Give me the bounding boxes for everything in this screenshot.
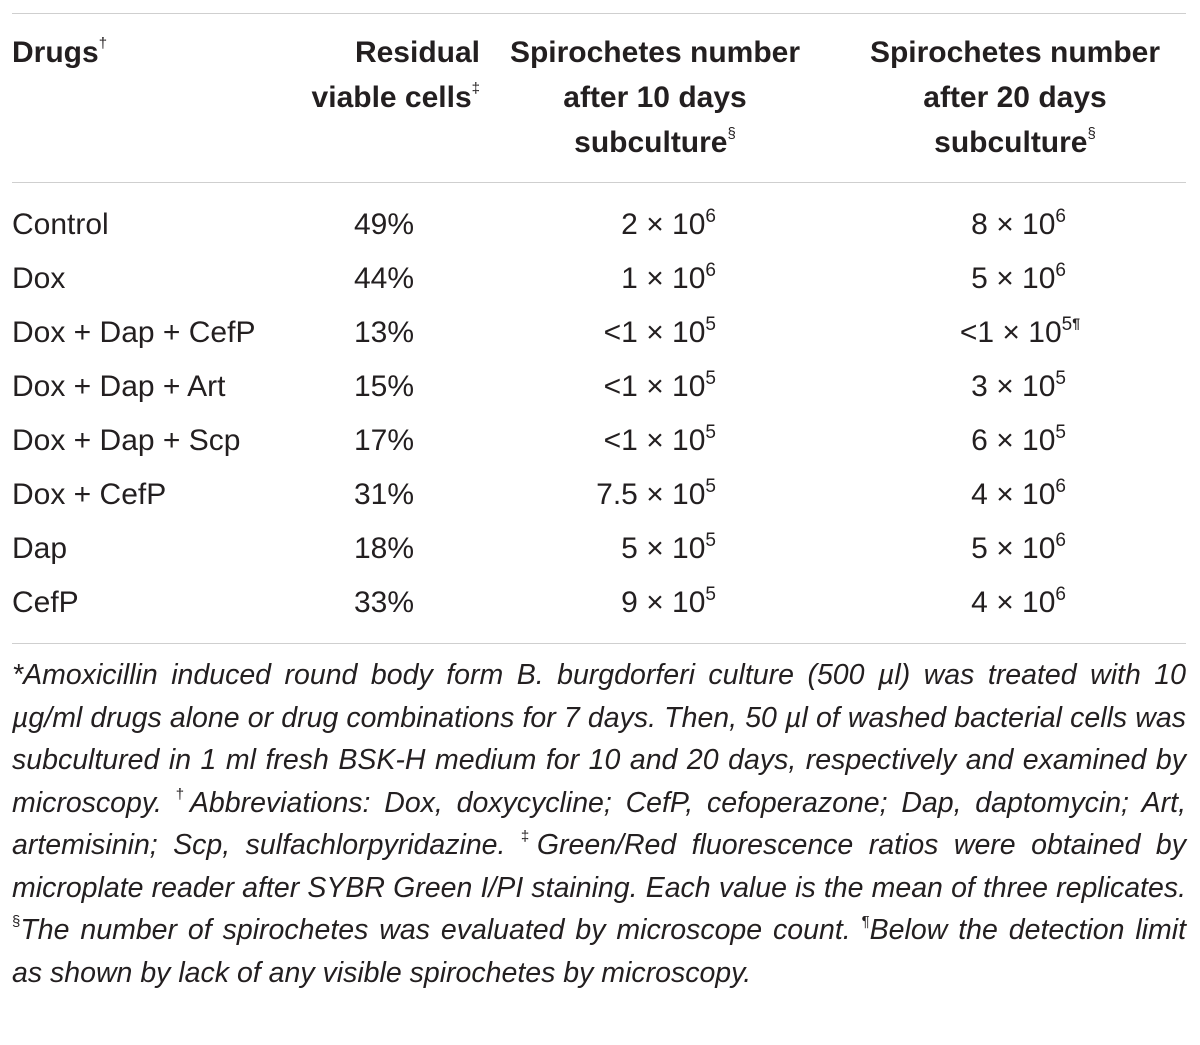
footnote-pilcrow-mark: ¶ [861,913,870,930]
cell-viable: 17% [353,424,414,457]
cell-sp10: $<1 \times 10^5$ [603,422,716,457]
header-sp20-line3: subculture [934,126,1088,159]
cell-viable: 13% [353,316,414,349]
header-spirochetes-20-days [840,30,1190,165]
header-sp20-line1: Spirochetes number [869,36,1161,69]
table-row [12,252,1186,306]
cell-sp20: $4 \times 10^6$ [971,584,1066,619]
cell-footnote-mark: ¶ [1072,315,1080,331]
cell-sp10: $<1 \times 10^5$ [603,314,716,349]
cell-viable: 49% [353,208,414,241]
header-viable-cells [280,30,480,120]
table-row [12,522,1186,576]
cell-sp10: $2 \times 10^6$ [621,206,716,241]
table-row [12,414,1186,468]
footnote-ddagger-text: Green/Red fluorescence ratios were obtained by microplate reader after SYBR Green I/PI staining. Each value is the mean of three replicates. [12,829,1187,904]
cell-sp20: $3 \times 10^5$ [971,368,1066,403]
header-viable-line2: viable cells [311,81,472,114]
footnote-star-mark: * [12,659,24,691]
cell-sp10: $5 \times 10^5$ [621,530,716,565]
cell-sp10: $9 \times 10^5$ [621,584,716,619]
table-footnotes [12,654,1186,994]
cell-drug: Dox + CefP [12,478,167,511]
header-sp10-footnote-mark: § [727,125,736,142]
cell-sp20: $5 \times 10^6$ [971,530,1066,565]
table-header-rule [12,182,1186,183]
table-bottom-rule [12,643,1186,644]
footnote-section-mark: § [12,913,21,930]
cell-drug: Dox [12,262,66,295]
header-drugs-footnote-mark: † [98,35,108,52]
header-sp10-line1: Spirochetes number [509,36,801,69]
cell-drug: Dox + Dap + CefP [12,316,256,349]
cell-sp10: $7.5 \times 10^5$ [596,476,716,511]
header-sp20-line2: after 20 days [923,81,1107,114]
header-sp20-footnote-mark: § [1087,125,1096,142]
cell-sp20: $5 \times 10^6$ [971,260,1066,295]
footnote-star-text: Amoxicillin induced round body form B. burgdorferi culture (500 µl) was treated with 10 µg/ml drugs alone or drug combinations for 7 days. Then, 50 µl of washed bacterial cells was subcultured in 1 ml fresh BSK-H medium for 10 and 20 days, respectively and examined by microscopy. [12,659,1186,819]
cell-drug: CefP [12,586,79,619]
cell-drug: Dox + Dap + Scp [12,424,241,457]
cell-drug: Dox + Dap + Art [12,370,226,403]
header-viable-line1: Residual [354,36,480,69]
header-spirochetes-10-days [490,30,820,165]
header-sp10-line2: after 10 days [563,81,747,114]
footnote-dagger-mark: † [175,785,190,803]
footnote-pilcrow-text: Below the detection limit as shown by lack of any visible spirochetes by microscopy. [12,914,1186,989]
footnote-dagger-text: Abbreviations: Dox, doxycycline; CefP, cefoperazone; Dap, daptomycin; Art, artemisinin; Scp, sulfachlorpyridazine. [12,786,1186,861]
table-row [12,468,1186,522]
footnote-section-text: The number of spirochetes was evaluated by microscope count. [20,914,851,946]
header-drugs-label: Drugs [12,36,99,69]
table-row [12,198,1186,252]
cell-sp20: $6 \times 10^5$ [971,422,1066,457]
cell-viable: 33% [353,586,414,619]
table-top-rule [12,13,1186,14]
cell-drug: Dap [12,532,68,565]
cell-viable: 44% [353,262,414,295]
table-row [12,576,1186,630]
header-sp10-line3: subculture [574,126,728,159]
cell-sp20: <1 × 10$^{5\P}$ [959,314,1080,349]
table-row [12,306,1186,360]
cell-viable: 18% [353,532,414,565]
cell-viable: 15% [353,370,414,403]
cell-sp10: $1 \times 10^6$ [621,260,716,295]
header-drugs [12,30,107,75]
cell-sp10: $<1 \times 10^5$ [603,368,716,403]
cell-viable: 31% [353,478,414,511]
cell-sp20: $4 \times 10^6$ [971,476,1066,511]
table-row [12,360,1186,414]
footnote-ddagger-mark: ‡ [520,828,537,845]
cell-drug: Control [12,208,109,241]
header-viable-footnote-mark: ‡ [471,80,480,97]
cell-sp20: $8 \times 10^6$ [971,206,1066,241]
